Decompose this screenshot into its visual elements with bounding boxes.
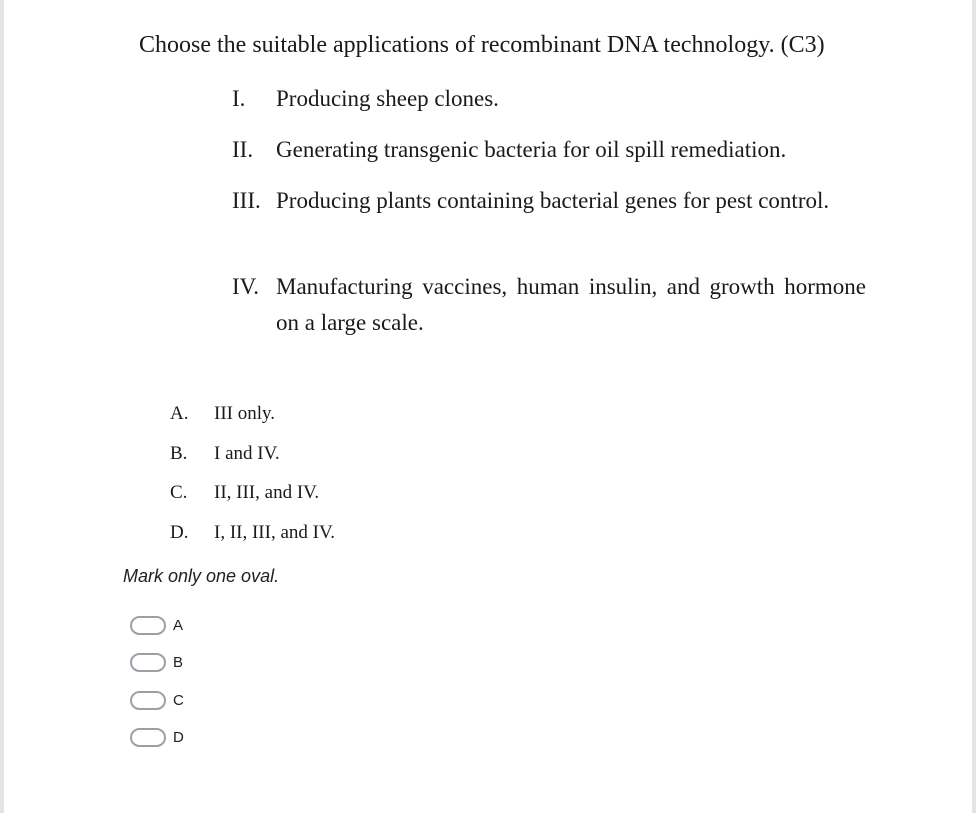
radio-option-b[interactable]: [130, 653, 183, 672]
choice-letter: D.: [170, 522, 189, 543]
statement-text: Generating transgenic bacteria for oil spill remediation.: [276, 137, 787, 162]
oval-radio[interactable]: [130, 728, 166, 747]
choice-letter: A.: [170, 403, 189, 424]
choice-letter: B.: [170, 443, 188, 464]
statement-item: [232, 183, 866, 219]
choice-text: II, III, and IV.: [214, 482, 320, 503]
statement-number: III.: [232, 188, 261, 213]
radio-label[interactable]: C: [173, 692, 184, 709]
statement-number: IV.: [232, 274, 260, 299]
statement-number: I.: [232, 86, 246, 111]
statement-text: Producing sheep clones.: [276, 86, 499, 111]
choice-text: III only.: [214, 403, 276, 424]
radio-option-a[interactable]: [130, 616, 183, 635]
oval-radio[interactable]: [130, 691, 166, 710]
statement-text: Producing plants containing bacterial genes for pest control.: [276, 188, 830, 213]
choice-text: I, II, III, and IV.: [214, 522, 335, 543]
question-title: Choose the suitable applications of recombinant DNA technology. (C3): [139, 32, 825, 58]
instruction-text: Mark only one oval.: [123, 566, 280, 586]
choice-d: [170, 522, 335, 544]
choice-c: [170, 482, 319, 504]
page-border-right: [972, 0, 976, 813]
statement-item: [232, 269, 866, 341]
page-border-left: [0, 0, 4, 813]
statement-text: Manufacturing vaccines, human insulin, and growth hormone on a large scale.: [276, 274, 866, 335]
radio-option-d[interactable]: [130, 728, 184, 747]
oval-radio[interactable]: [130, 653, 166, 672]
choice-b: [170, 443, 280, 465]
choice-a: [170, 403, 275, 425]
oval-radio[interactable]: [130, 616, 166, 635]
statement-item: [232, 81, 866, 117]
statement-item: [232, 132, 866, 168]
radio-label[interactable]: A: [173, 617, 184, 634]
choice-letter: C.: [170, 482, 188, 503]
radio-label[interactable]: D: [173, 729, 184, 746]
radio-option-c[interactable]: [130, 691, 184, 710]
statement-number: II.: [232, 137, 254, 162]
choice-text: I and IV.: [214, 443, 280, 464]
radio-label[interactable]: B: [173, 654, 184, 671]
